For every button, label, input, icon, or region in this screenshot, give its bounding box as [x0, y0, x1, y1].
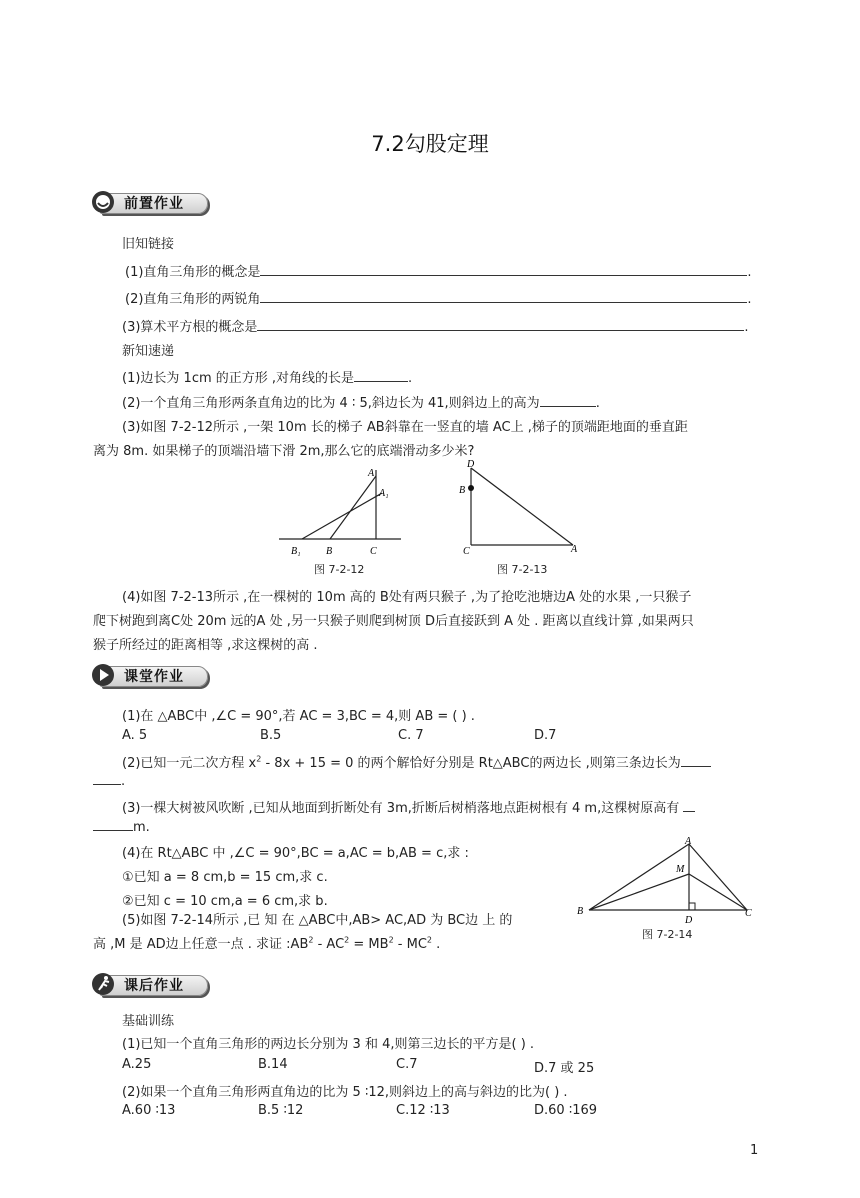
question-new-4-line1: (4)如图 7-2-13所示 ,在一棵树的 10m 高的 B处有两只猴子 ,为了抢吃池塘边A 处的水果 ,一只猴子: [122, 590, 692, 605]
section-banner-after: [90, 970, 208, 998]
class-question-4a: ①已知 a = 8 cm,b = 15 cm,求 c.: [122, 870, 328, 885]
after-q2-option-a: A.60 ∶13: [122, 1103, 176, 1118]
after-q1-option-b: B.14: [258, 1057, 288, 1072]
answer-blank: [93, 772, 121, 785]
label-C: C: [370, 546, 377, 557]
label-B: B: [577, 906, 584, 917]
question-text: - MC: [393, 937, 427, 952]
question-new-3-line1: (3)如图 7-2-12所示 ,一架 10m 长的梯子 AB斜靠在一竖直的墙 AC上 ,梯子的顶端距地面的垂直距: [122, 420, 688, 435]
superscript: 2: [426, 935, 432, 945]
question-text: - AC: [313, 937, 345, 952]
class-question-5-line1: (5)如图 7-2-14所示 ,已 知 在 △ABC中,AB> AC,AD 为 BC边 上 的: [122, 913, 513, 928]
superscript: 2: [388, 935, 394, 945]
page-title: 7.2勾股定理: [371, 132, 489, 156]
label-B1: B₁: [291, 546, 301, 557]
class-question-4b: ②已知 c = 10 cm,a = 6 cm,求 b.: [122, 894, 328, 909]
answer-blank: [540, 394, 596, 407]
after-q2-option-c: C.12 ∶13: [396, 1103, 450, 1118]
question-text: (3)一棵大树被风吹断 ,已知从地面到折断处有 3m,折断后树梢落地点距树根有 4 m,这棵树原高有: [122, 801, 680, 816]
answer-blank: [683, 799, 695, 812]
question-pre-3: [122, 316, 749, 335]
label-B: B: [459, 485, 466, 496]
superscript: 2: [308, 935, 314, 945]
question-text: (1)边长为 1cm 的正方形 ,对角线的长是: [122, 371, 355, 386]
question-new-4-line3: 猴子所经过的距离相等 ,求这棵树的高 .: [93, 638, 318, 653]
question-new-3-line2: 离为 8m. 如果梯子的顶端沿墙下滑 2m,那么它的底端滑动多少米?: [93, 444, 475, 459]
question-new-4-line2: 爬下树跑到离C处 20m 远的A 处 ,另一只猴子则爬到树顶 D后直接跃到 A 处 . 距离以直线计算 ,如果两只: [93, 614, 694, 629]
period: .: [747, 292, 752, 307]
class-question-3: [122, 797, 695, 816]
question-text: (3)算术平方根的概念是: [122, 320, 258, 335]
section-title-after: 课后作业: [124, 978, 184, 994]
period: .: [408, 371, 413, 386]
figure-7-2-14: [573, 836, 763, 926]
superscript: 2: [256, 754, 262, 764]
label-D: D: [467, 459, 475, 470]
after-q1-option-d: D.7 或 25: [534, 1061, 595, 1076]
question-text: (2)直角三角形的两锐角: [125, 292, 261, 307]
section-title-class: 课堂作业: [124, 669, 184, 685]
class-q1-option-d: D.7: [534, 728, 557, 743]
subheading-new-knowledge: 新知速递: [122, 344, 175, 359]
period: .: [747, 265, 752, 280]
class-question-3-cont: [93, 818, 150, 835]
question-text: (2)一个直角三角形两条直角边的比为 4 ∶ 5,斜边长为 41,则斜边上的高为: [122, 396, 540, 411]
runner-icon: [90, 970, 120, 998]
figure-caption-14: 图 7-2-14: [642, 928, 693, 941]
label-C: C: [463, 546, 470, 556]
answer-blank: [260, 290, 747, 303]
page-number: 1: [750, 1143, 759, 1158]
label-A: A: [571, 544, 578, 555]
after-q2-option-d: D.60 ∶169: [534, 1103, 598, 1118]
label-A1: A₁: [379, 488, 389, 499]
label-B: B: [326, 546, 333, 557]
class-question-5-line2: [93, 933, 440, 952]
question-new-1: [122, 367, 412, 386]
play-icon: [90, 661, 120, 689]
question-text: = MB: [349, 937, 389, 952]
label-D: D: [685, 915, 693, 926]
period: .: [121, 774, 126, 789]
figure-7-2-13: [455, 456, 585, 556]
class-q1-option-a: A. 5: [122, 728, 148, 743]
unit: m.: [133, 820, 150, 835]
section-banner-class: [90, 661, 208, 689]
figure-caption-12: 图 7-2-12: [314, 563, 365, 576]
label-A: A: [368, 468, 375, 479]
answer-blank: [93, 818, 133, 831]
question-new-2: [122, 392, 600, 411]
answer-blank: [681, 754, 711, 767]
subheading-basic-training: 基础训练: [122, 1014, 175, 1029]
label-C: C: [745, 908, 752, 919]
class-q1-option-b: B.5: [260, 728, 282, 743]
label-A: A: [685, 836, 692, 847]
label-M: M: [676, 864, 685, 875]
question-pre-2: [125, 288, 752, 307]
question-text: (2)已知一元二次方程 x: [122, 756, 257, 771]
period: .: [432, 937, 441, 952]
after-question-2: (2)如果一个直角三角形两直角边的比为 5 ∶12,则斜边上的高与斜边的比为( ) .: [122, 1085, 568, 1100]
answer-blank: [354, 369, 408, 382]
class-q1-option-c: C. 7: [398, 728, 424, 743]
class-question-4: (4)在 Rt△ABC 中 ,∠C = 90°,BC = a,AC = b,AB = c,求 :: [122, 846, 469, 861]
question-text: - 8x + 15 = 0 的两个解恰好分别是 Rt△ABC的两边长 ,则第三条边长为: [261, 756, 681, 771]
subheading-old-knowledge: 旧知链接: [122, 237, 175, 252]
answer-blank: [260, 263, 747, 276]
question-text: 高 ,M 是 AD边上任意一点 . 求证 :AB: [93, 937, 309, 952]
figure-7-2-12: [275, 466, 405, 558]
section-banner-pre: [90, 188, 208, 216]
after-q1-option-a: A.25: [122, 1057, 152, 1072]
after-q1-option-c: C.7: [396, 1057, 418, 1072]
period: .: [744, 320, 749, 335]
smile-icon: [90, 188, 120, 216]
class-question-2-cont: [93, 772, 125, 789]
after-q2-option-b: B.5 ∶12: [258, 1103, 304, 1118]
figure-caption-13: 图 7-2-13: [497, 563, 548, 576]
class-question-2: [122, 752, 711, 771]
period: .: [595, 396, 600, 411]
class-question-1: (1)在 △ABC中 ,∠C = 90°,若 AC = 3,BC = 4,则 AB = ( ) .: [122, 709, 475, 724]
after-question-1: (1)已知一个直角三角形的两边长分别为 3 和 4,则第三边长的平方是( ) .: [122, 1037, 535, 1052]
answer-blank: [257, 318, 744, 331]
question-text: (1)直角三角形的概念是: [125, 265, 261, 280]
section-title-pre: 前置作业: [124, 196, 184, 212]
superscript: 2: [344, 935, 350, 945]
question-pre-1: [125, 261, 752, 280]
